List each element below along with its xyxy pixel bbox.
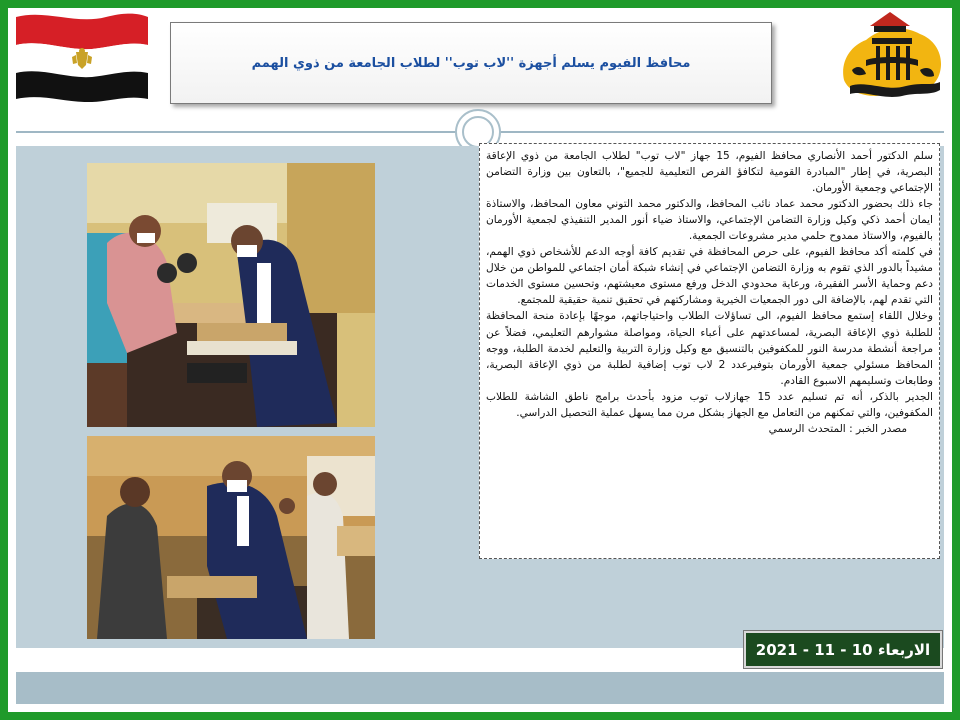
date-box: [744, 631, 942, 668]
event-photo-2: [87, 436, 375, 639]
event-photo-1: [87, 163, 375, 427]
article-paragraph: وخلال اللقاء إستمع محافظ الفيوم، الى تساؤلات الطلاب واحتياجاتهم، موجهًا بإعادة منحة المحافظة للطلبة ذوي الإعاقة البصرية، لمساعدتهم على أعباء الحياة، ومواصلة مشوارهم التعليمي، فضلاً عن مراجعة أنشطة مدرسة النور للمكفوفين بالتنسيق مع وكيل وزارة التربية والتعليم لخدمة الطلبة، ووجه المحافظ مسئولي جمعية الأورمان بتوفيرعدد 2 لاب توب إضافية لطلبة من ذوي الإعاقة البصرية، وطابعات وتسليمهم الاسبوع القادم.: [486, 310, 933, 387]
article-source: مصدر الخبر : المتحدث الرسمي: [768, 422, 907, 435]
article-paragraph: جاء ذلك بحضور الدكتور محمد عماد نائب المحافظ، والدكتور محمد التوني معاون المحافظ، والاستاذة ايمان أحمد ذكي وكيل وزارة التضامن الإجتماعي، والاستاذ ضياء أنور المدير التنفيذي لجمعية الأورمان بالفيوم، والاستاذ ممدوح حلمي مدير مشروعات الجمعية.: [486, 198, 933, 243]
page-title: محافظ الفيوم يسلم أجهزة ''لاب توب'' لطلاب الجامعة من ذوي الهمم: [251, 55, 691, 71]
title-box: [170, 22, 772, 104]
fayoum-governorate-logo-icon: [836, 10, 946, 100]
date-label: الاربعاء 10 - 11 - 2021: [755, 640, 931, 659]
article-paragraph: في كلمته أكد محافظ الفيوم، على حرص المحافظة في تقديم كافة أوجه الدعم للأشخاص ذوي الهمم، مشيداً بالدور الذي تقوم به وزارة التضامن الإجتماعي في إنشاء شبكة أمان اجتماعي للمواطن من خلال دعم وحماية الأسر الفقيرة، ورعاية محدودي الدخل ورفع مستوى معيشتهم، وتحسين مستوى الخدمات التي تقدم لهم، بالإضافة الى دور الجمعيات الخيرية ومشاركتهم في تحقيق تنمية حقيقية للمجتمع.: [486, 246, 933, 307]
article-body: [479, 143, 940, 559]
footer-bar: [16, 672, 944, 704]
article-paragraph: الجدير بالذكر، أنه تم تسليم عدد 15 جهازلاب توب مزود بأحدث برامج ناطق الشاشة للطلاب المكفوفين، والتي تمكنهم من التعامل مع الجهاز بشكل مرن مما يسهل عملية التحصيل الدراسي.: [486, 390, 933, 419]
egypt-flag-icon: [16, 11, 148, 102]
article-paragraph: سلم الدكتور أحمد الأنصاري محافظ الفيوم، 15 جهاز "لاب توب" لطلاب الجامعة من ذوي الإعاقة البصرية، في إطار "المبادرة القومية لتكافؤ الفرص التعليمية للجميع"، بالتعاون بين وزارة التضامن الإجتماعي وجمعية الأورمان.: [486, 150, 933, 195]
